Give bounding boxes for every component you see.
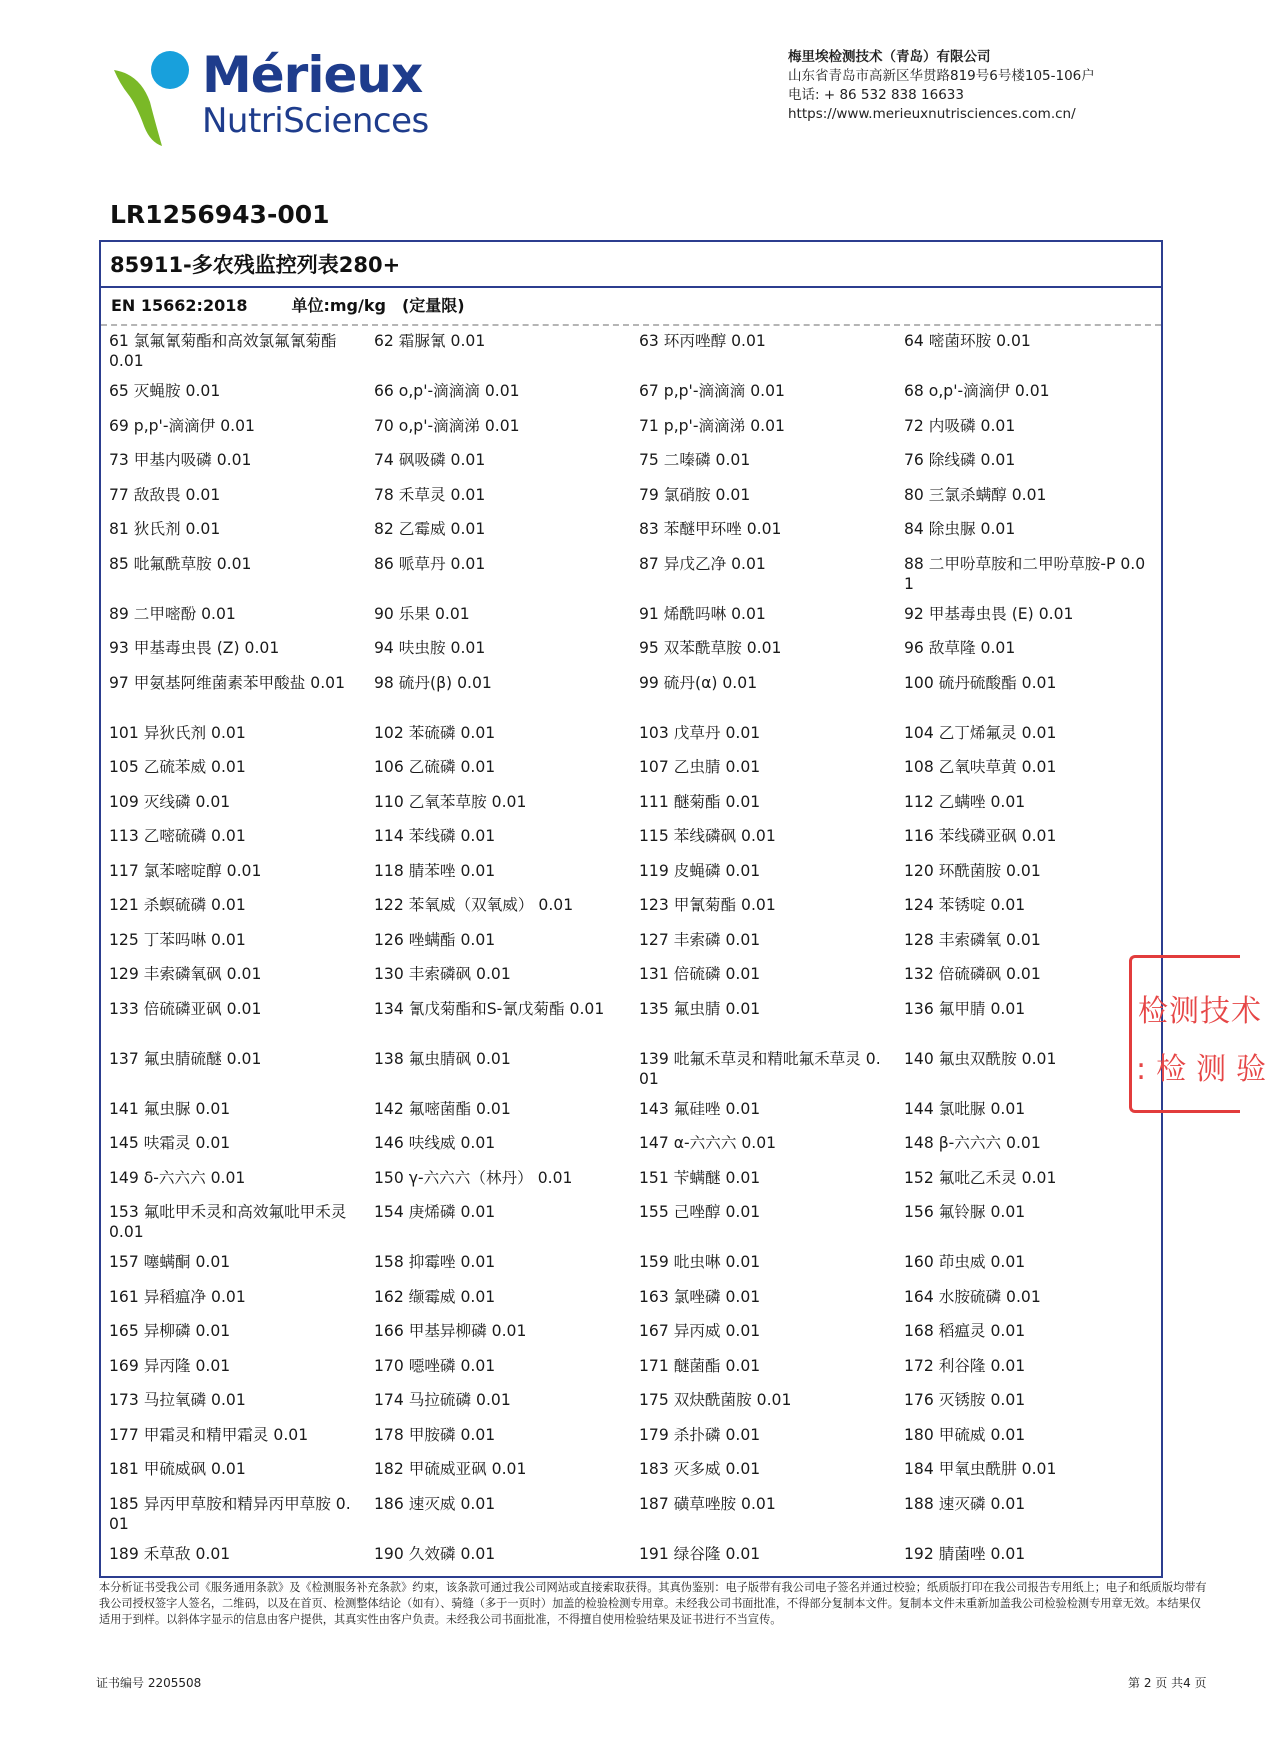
analyte-cell: 128 丰索磷氧 0.01 [904,930,1041,949]
table-row [101,376,1161,411]
analyte-grid [101,326,1161,1573]
analyte-cell: 75 二嗪磷 0.01 [639,451,751,469]
table-row [101,480,1161,515]
results-table [99,240,1163,1578]
analyte-cell: 126 唑螨酯 0.01 [374,930,496,949]
table-row [101,411,1161,446]
table-row [101,1163,1161,1198]
analyte-cell: 172 利谷隆 0.01 [904,1356,1026,1375]
analyte-cell: 170 噁唑磷 0.01 [374,1356,496,1375]
analyte-cell: 61 氯氟氰菊酯和高效氯氟氰菊酯 0.01 [109,332,337,370]
analyte-cell: 185 异丙甲草胺和精异丙甲草胺 0.01 [109,1494,351,1533]
analyte-cell: 155 己唑醇 0.01 [639,1203,761,1221]
analyte-cell: 111 醚菊酯 0.01 [639,792,761,811]
analyte-cell: 125 丁苯吗啉 0.01 [109,930,246,949]
analyte-cell: 144 氯吡脲 0.01 [904,1099,1026,1118]
analyte-cell: 166 甲基异柳磷 0.01 [374,1322,527,1340]
analyte-cell: 163 氯唑磷 0.01 [639,1287,761,1306]
company-phone: 电话: + 86 532 838 16633 [788,87,964,103]
analyte-cell: 162 缬霉威 0.01 [374,1287,496,1306]
analyte-cell: 157 噻螨酮 0.01 [109,1253,231,1271]
stamp-text: :检测验 [1136,1052,1276,1087]
method-standard: EN 15662:2018 [111,296,248,315]
analyte-cell: 181 甲硫威砜 0.01 [109,1460,246,1478]
analyte-cell: 178 甲胺磷 0.01 [374,1425,496,1444]
section-title: 85911-多农残监控列表280+ [101,242,1161,288]
merieux-logo [110,44,430,154]
analyte-cell: 97 甲氨基阿维菌素苯甲酸盐 0.01 [109,673,346,692]
table-row [101,326,1161,376]
analyte-cell: 179 杀扑磷 0.01 [639,1425,761,1444]
analyte-cell: 175 双炔酰菌胺 0.01 [639,1391,792,1409]
analyte-cell: 62 霜脲氰 0.01 [374,332,486,350]
stamp-text: 检测技术 [1138,994,1262,1029]
table-row [101,1539,1161,1574]
table-row [101,1489,1161,1539]
analyte-cell: 177 甲霜灵和精甲霜灵 0.01 [109,1425,309,1444]
analyte-cell: 151 苄螨醚 0.01 [639,1168,761,1187]
table-row [101,1316,1161,1351]
analyte-cell: 112 乙螨唑 0.01 [904,792,1026,811]
analyte-cell: 127 丰索磷 0.01 [639,930,761,949]
analyte-cell: 95 双苯酰草胺 0.01 [639,639,782,657]
table-row [101,1044,1161,1094]
analyte-cell: 118 腈苯唑 0.01 [374,861,496,880]
analyte-cell: 66 o,p'-滴滴滴 0.01 [374,382,520,400]
analyte-cell: 136 氟甲腈 0.01 [904,999,1026,1018]
analyte-cell: 158 抑霉唑 0.01 [374,1253,496,1271]
analyte-cell: 79 氯硝胺 0.01 [639,485,751,504]
analyte-cell: 132 倍硫磷砜 0.01 [904,965,1041,983]
analyte-cell: 121 杀螟硫磷 0.01 [109,896,246,914]
analyte-cell: 150 γ-六六六（林丹） 0.01 [374,1168,573,1187]
analyte-cell: 99 硫丹(α) 0.01 [639,673,758,692]
table-row [101,445,1161,480]
analyte-cell: 129 丰索磷氧砜 0.01 [109,965,262,983]
analyte-cell: 114 苯线磷 0.01 [374,827,496,845]
analyte-cell: 76 除线磷 0.01 [904,451,1016,469]
analyte-cell: 86 哌草丹 0.01 [374,554,486,573]
logo-mark-icon [110,44,210,154]
analyte-cell: 161 异稻瘟净 0.01 [109,1287,246,1306]
analyte-cell: 74 砜吸磷 0.01 [374,451,486,469]
unit-label: 单位:mg/kg [291,296,386,315]
analyte-cell: 113 乙嘧硫磷 0.01 [109,827,246,845]
table-row [101,1247,1161,1282]
table-row [101,1282,1161,1317]
table-row [101,787,1161,822]
brand-subname: NutriSciences [202,101,429,141]
analyte-cell: 106 乙硫磷 0.01 [374,758,496,776]
analyte-cell: 168 稻瘟灵 0.01 [904,1322,1026,1340]
analyte-cell: 148 β-六六六 0.01 [904,1134,1041,1152]
table-row [101,1128,1161,1163]
company-website[interactable]: https://www.merieuxnutrisciences.com.cn/ [788,106,1076,122]
analyte-cell: 96 敌草隆 0.01 [904,639,1016,657]
analyte-cell: 70 o,p'-滴滴涕 0.01 [374,416,520,435]
table-row [101,856,1161,891]
analyte-cell: 108 乙氧呋草黄 0.01 [904,758,1057,776]
analyte-cell: 98 硫丹(β) 0.01 [374,673,492,692]
footer-disclaimer: 本分析证书受我公司《服务通用条款》及《检测服务补充条款》约束，该条款可通过我公司网站或直接索取获得。其真伪鉴别：电子版带有我公司电子签名并通过校验；纸质版打印在我公司报告专用纸上；电子和纸质版均带有我公司授权签字人签名，二维码，以及在首页、检测整体结论（如有）、骑缝（多于一页时）加盖的检验检测专用章。未经我公司书面批准，不得部分复制本文件。复制本文件未重新加盖我公司检验检测专用章无效。本结果仅适用于到样。以斜体字显示的信息由客户提供，其真实性由客户负责。未经我公司书面批准，不得擅自使用检验结果及证书进行不当宣传。 [99,1581,1207,1626]
analyte-cell: 67 p,p'-滴滴滴 0.01 [639,382,785,400]
analyte-cell: 92 甲基毒虫畏 (E) 0.01 [904,604,1074,623]
analyte-cell: 103 戊草丹 0.01 [639,723,761,742]
analyte-cell: 73 甲基内吸磷 0.01 [109,451,252,469]
analyte-cell: 115 苯线磷砜 0.01 [639,827,776,845]
analyte-cell: 72 内吸磷 0.01 [904,416,1016,435]
analyte-cell: 107 乙虫腈 0.01 [639,758,761,776]
analyte-cell: 138 氟虫腈砜 0.01 [374,1049,511,1068]
table-row [101,1094,1161,1129]
table-row [101,752,1161,787]
analyte-cell: 183 灭多威 0.01 [639,1460,761,1478]
analyte-cell: 120 环酰菌胺 0.01 [904,861,1041,880]
analyte-cell: 93 甲基毒虫畏 (Z) 0.01 [109,639,280,657]
analyte-cell: 87 异戊乙净 0.01 [639,554,766,573]
analyte-cell: 190 久效磷 0.01 [374,1544,496,1563]
analyte-cell: 64 嘧菌环胺 0.01 [904,332,1031,350]
analyte-cell: 101 异狄氏剂 0.01 [109,723,246,742]
analyte-cell: 84 除虫脲 0.01 [904,520,1016,538]
analyte-cell: 117 氯苯嘧啶醇 0.01 [109,861,262,880]
analyte-cell: 135 氟虫腈 0.01 [639,999,761,1018]
analyte-cell: 159 吡虫啉 0.01 [639,1253,761,1271]
analyte-cell: 139 吡氟禾草灵和精吡氟禾草灵 0.01 [639,1049,881,1088]
analyte-cell: 63 环丙唑醇 0.01 [639,332,766,350]
table-row [101,514,1161,549]
analyte-cell: 80 三氯杀螨醇 0.01 [904,485,1047,504]
table-row [101,718,1161,753]
analyte-cell: 119 皮蝇磷 0.01 [639,861,761,880]
analyte-cell: 142 氟嘧菌酯 0.01 [374,1099,511,1118]
limit-note: (定量限) [401,296,465,315]
table-row [101,668,1161,718]
analyte-cell: 71 p,p'-滴滴涕 0.01 [639,416,785,435]
analyte-cell: 149 δ-六六六 0.01 [109,1168,246,1187]
analyte-cell: 156 氟铃脲 0.01 [904,1203,1026,1221]
analyte-cell: 192 腈菌唑 0.01 [904,1544,1026,1563]
table-row [101,821,1161,856]
table-row [101,549,1161,599]
analyte-cell: 153 氟吡甲禾灵和高效氟吡甲禾灵 0.01 [109,1203,347,1241]
analyte-cell: 137 氟虫腈硫醚 0.01 [109,1049,262,1068]
analyte-cell: 141 氟虫脲 0.01 [109,1099,231,1118]
analyte-cell: 186 速灭威 0.01 [374,1494,496,1513]
analyte-cell: 69 p,p'-滴滴伊 0.01 [109,416,255,435]
analyte-cell: 90 乐果 0.01 [374,604,470,623]
analyte-cell: 89 二甲嘧酚 0.01 [109,604,236,623]
analyte-cell: 102 苯硫磷 0.01 [374,723,496,742]
analyte-cell: 145 呋霜灵 0.01 [109,1134,231,1152]
certificate-number: 证书编号 2205508 [96,1676,202,1690]
analyte-cell: 134 氰戊菊酯和S-氰戊菊酯 0.01 [374,999,605,1018]
method-line [101,288,1161,326]
company-info [788,48,1095,124]
table-row [101,959,1161,994]
analyte-cell: 85 吡氟酰草胺 0.01 [109,554,252,573]
analyte-cell: 176 灭锈胺 0.01 [904,1391,1026,1409]
table-row [101,1351,1161,1386]
table-row [101,1420,1161,1455]
analyte-cell: 160 茚虫威 0.01 [904,1253,1026,1271]
analyte-cell: 68 o,p'-滴滴伊 0.01 [904,382,1050,400]
analyte-cell: 171 醚菌酯 0.01 [639,1356,761,1375]
analyte-cell: 189 禾草敌 0.01 [109,1544,231,1563]
analyte-cell: 133 倍硫磷亚砜 0.01 [109,999,262,1018]
table-row [101,1385,1161,1420]
analyte-cell: 77 敌敌畏 0.01 [109,485,221,504]
analyte-cell: 140 氟虫双酰胺 0.01 [904,1049,1057,1068]
table-row [101,1454,1161,1489]
analyte-cell: 173 马拉氧磷 0.01 [109,1391,246,1409]
table-row [101,633,1161,668]
analyte-cell: 169 异丙隆 0.01 [109,1356,231,1375]
table-row [101,1197,1161,1247]
analyte-cell: 146 呋线威 0.01 [374,1134,496,1152]
analyte-cell: 122 苯氧威（双氧威） 0.01 [374,896,574,914]
analyte-cell: 143 氟硅唑 0.01 [639,1099,761,1118]
company-address: 山东省青岛市高新区华贯路819号6号楼105-106户 [788,68,1095,84]
analyte-cell: 180 甲硫威 0.01 [904,1425,1026,1444]
analyte-cell: 147 α-六六六 0.01 [639,1134,777,1152]
analyte-cell: 88 二甲吩草胺和二甲吩草胺-P 0.01 [904,554,1146,593]
analyte-cell: 182 甲硫威亚砜 0.01 [374,1460,527,1478]
analyte-cell: 81 狄氏剂 0.01 [109,520,221,538]
analyte-cell: 116 苯线磷亚砜 0.01 [904,827,1057,845]
analyte-cell: 104 乙丁烯氟灵 0.01 [904,723,1057,742]
analyte-cell: 184 甲氧虫酰肼 0.01 [904,1460,1057,1478]
analyte-cell: 105 乙硫苯威 0.01 [109,758,246,776]
analyte-cell: 91 烯酰吗啉 0.01 [639,604,766,623]
analyte-cell: 110 乙氧苯草胺 0.01 [374,792,527,811]
analyte-cell: 152 氟吡乙禾灵 0.01 [904,1168,1057,1187]
analyte-cell: 130 丰索磷砜 0.01 [374,965,511,983]
brand-name: Mérieux [202,46,423,104]
analyte-cell: 124 苯锈啶 0.01 [904,896,1026,914]
analyte-cell: 82 乙霉威 0.01 [374,520,486,538]
analyte-cell: 154 庚烯磷 0.01 [374,1203,496,1221]
company-name: 梅里埃检测技术（青岛）有限公司 [788,49,991,65]
red-seal-stamp [1129,955,1276,1113]
analyte-cell: 164 水胺硫磷 0.01 [904,1287,1041,1306]
analyte-cell: 65 灭蝇胺 0.01 [109,382,221,400]
analyte-cell: 109 灭线磷 0.01 [109,792,231,811]
analyte-cell: 83 苯醚甲环唑 0.01 [639,520,782,538]
table-row [101,599,1161,634]
analyte-cell: 174 马拉硫磷 0.01 [374,1391,511,1409]
analyte-cell: 131 倍硫磷 0.01 [639,965,761,983]
table-row [101,994,1161,1044]
analyte-cell: 191 绿谷隆 0.01 [639,1544,761,1563]
report-id: LR1256943-001 [110,200,330,229]
analyte-cell: 78 禾草灵 0.01 [374,485,486,504]
table-row [101,890,1161,925]
page-number: 第 2 页 共4 页 [1128,1676,1207,1690]
analyte-cell: 165 异柳磷 0.01 [109,1322,231,1340]
table-row [101,925,1161,960]
analyte-cell: 123 甲氰菊酯 0.01 [639,896,776,914]
analyte-cell: 188 速灭磷 0.01 [904,1494,1026,1513]
analyte-cell: 94 呋虫胺 0.01 [374,639,486,657]
analyte-cell: 187 磺草唑胺 0.01 [639,1494,776,1513]
analyte-cell: 167 异丙威 0.01 [639,1322,761,1340]
analyte-cell: 100 硫丹硫酸酯 0.01 [904,673,1057,692]
